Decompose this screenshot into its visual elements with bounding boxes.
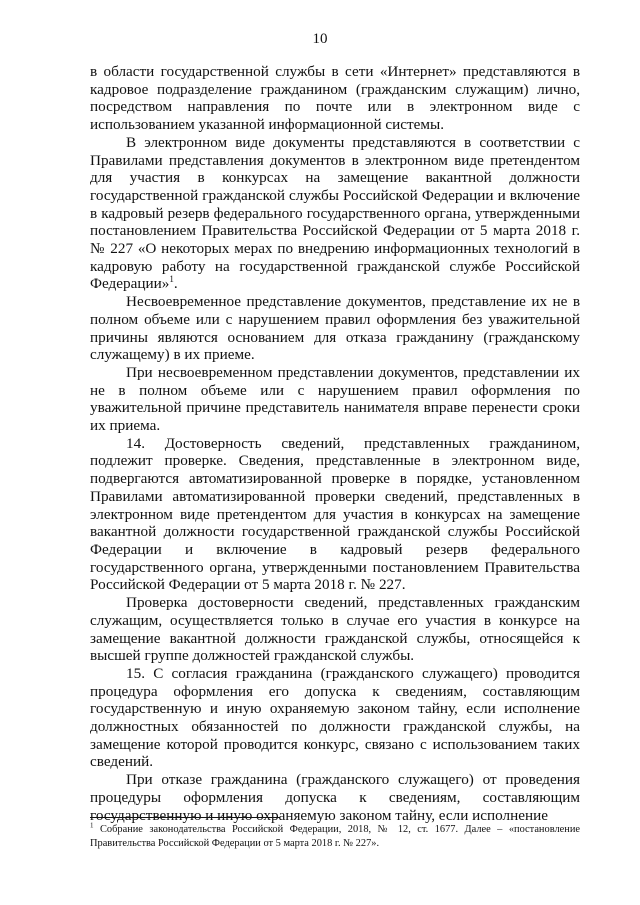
paragraph-7-item-15: 15. С согласия гражданина (гражданского служащего) проводится процедура оформления его допуска к сведениям, составляющим государственную и иную охраняемую законом тайну, если исполнение должностных обязанностей по должности гражданской службы, на замещение которой проводится конкурс, связано с использованием таких сведений. [90, 664, 580, 771]
footnote-text: Собрание законодательства Российской Федерации, 2018, № 12, ст. 1677. Далее – «постановление Правительства Российской Федерации от 5 марта 2018 г. № 227». [90, 824, 580, 849]
footnote-reference[interactable]: 1 [169, 274, 174, 285]
footnote-divider [90, 817, 280, 818]
paragraph-8: При отказе гражданина (гражданского служащего) от проведения процедуры оформления допуска к сведениям, составляющим государственную и иную охраняемую законом тайну, если исполнение [90, 771, 580, 824]
paragraph-1: в области государственной службы в сети «Интернет» представляются в кадровое подразделение гражданином (гражданским служащим) лично, посредством направления по почте или в электронном виде с использованием указанной информационной системы. [90, 63, 580, 134]
paragraph-4: При несвоевременном представлении документов, представлении их не в полном объеме или с нарушением правил оформления по уважительной причине представитель нанимателя вправе перенести сроки их приема. [90, 363, 580, 435]
footnote-marker: 1 [90, 821, 94, 830]
paragraph-3: Несвоевременное представление документов, представление их не в полном объеме или с нарушением правил оформления без уважительной причины являются основанием для отказа гражданину (гражданскому служащему) в их приеме. [90, 293, 580, 364]
page-number: 10 [312, 31, 328, 47]
document-body [90, 63, 580, 824]
paragraph-2 [90, 134, 580, 293]
paragraph-2-text: В электронном виде документы представляются в соответствии с Правилами представления документов в электронном виде претендентом для участия в конкурсах на замещение вакантной должности государственной гражданской службы Российской Федерации и включение в кадровый резерв федерального государственного органа, утвержденными постановлением Правительства Российской Федерации от 5 марта 2018 г. № 227 «О некоторых мерах по внедрению информационных технологий в кадровую работу на государственной гражданской службе Российской Федерации» [90, 133, 580, 293]
footnote [90, 823, 580, 850]
paragraph-2-tail: . [173, 275, 178, 293]
paragraph-6: Проверка достоверности сведений, представленных гражданским служащим, осуществляется только в случае его участия в конкурсе на замещение вакантной должности гражданской службы, относящейся к высшей группе должностей гражданской службы. [90, 594, 580, 665]
paragraph-5-item-14: 14. Достоверность сведений, представленных гражданином, подлежит проверке. Сведения, представленные в электронном виде, подвергаются автоматизированной проверке в порядке, установленном Правилами автоматизированной проверки сведений, представленных в электронном виде претендентом для участия в конкурсах на замещение вакантной должности государственной гражданской службы Российской Федерации и включение в кадровый резерв федерального государственного органа, утвержденными постановлением Правительства Российской Федерации от 5 марта 2018 г. № 227. [90, 434, 580, 594]
